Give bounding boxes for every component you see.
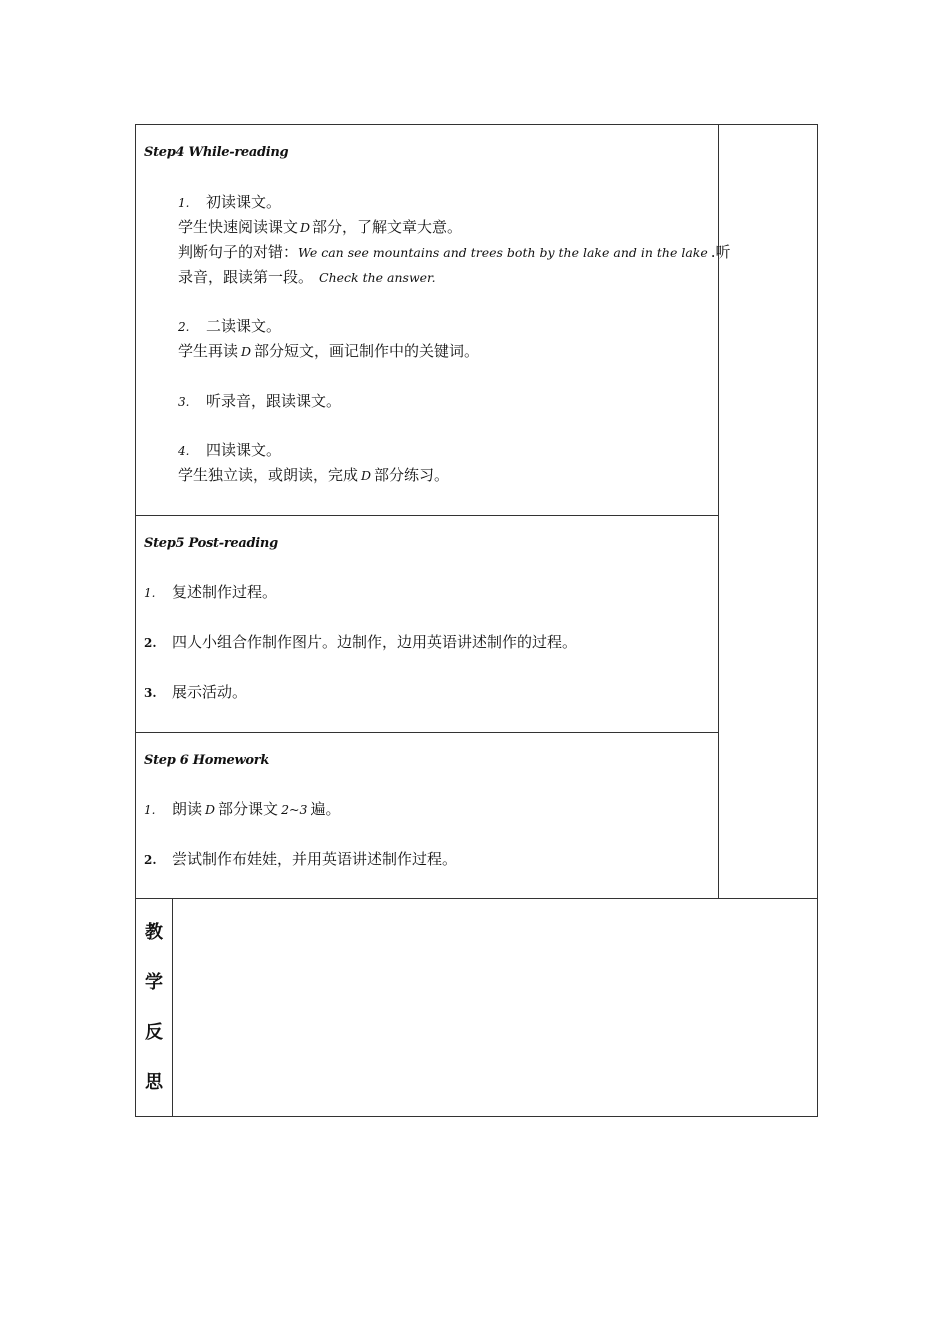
item-number: 1. <box>144 586 156 600</box>
step4-item4 <box>178 438 281 464</box>
item-text: 尝试制作布娃娃，并用英语讲述制作过程。 <box>172 850 458 868</box>
section-letter: D <box>300 220 311 235</box>
step5-item2 <box>144 630 577 656</box>
item-title: 初读课文。 <box>206 193 282 211</box>
step5-item1 <box>144 580 277 606</box>
section-letter: D <box>361 468 372 483</box>
item-number: 4. <box>178 444 190 458</box>
item-number: 3. <box>178 395 190 409</box>
step5-item3 <box>144 680 247 706</box>
text: 部分，了解文章大意。 <box>312 218 463 236</box>
reflection-label-char: 思 <box>145 1072 163 1093</box>
item-number: 3. <box>144 686 157 700</box>
reflection-label-char: 学 <box>145 972 163 993</box>
step4-item2 <box>178 314 281 340</box>
item-title: 二读课文。 <box>206 317 282 335</box>
section-letter: D <box>241 344 252 359</box>
reflection-label-char: 教 <box>145 922 163 943</box>
row-divider-step4-step5 <box>135 515 719 516</box>
item-number: 2. <box>178 320 190 334</box>
step4-item2-line1 <box>178 339 479 364</box>
reflection-label-char: 反 <box>145 1022 163 1043</box>
item-text: 复述制作过程。 <box>172 583 278 601</box>
step4-item1-line3 <box>178 265 436 290</box>
item-title: 听录音，跟读课文。 <box>206 392 342 410</box>
text: 部分课文 <box>218 800 279 818</box>
item-number: 1. <box>144 803 156 817</box>
text: 部分练习。 <box>374 466 450 484</box>
step6-item1 <box>144 797 340 823</box>
step4-item1-line1 <box>178 215 462 240</box>
step4-item3 <box>178 389 341 415</box>
text: 学生独立读，或朗读，完成 <box>178 466 359 484</box>
item-number: 1. <box>178 196 190 210</box>
text: .听 <box>710 243 731 261</box>
repeat-count: 2~3 <box>281 802 308 817</box>
item-title: 四读课文。 <box>206 441 282 459</box>
item-number: 2. <box>144 636 157 650</box>
step5-heading: Step5 Post-reading <box>144 536 278 551</box>
step4-item1 <box>178 190 281 216</box>
section-letter: D <box>205 802 216 817</box>
step6-heading: Step 6 Homework <box>144 753 270 768</box>
step4-item4-line1 <box>178 463 449 488</box>
step4-heading: Step4 While-reading <box>144 145 289 160</box>
text: 朗读 <box>172 800 203 818</box>
item-text: 四人小组合作制作图片。边制作，边用英语讲述制作的过程。 <box>172 633 578 651</box>
item-text: 展示活动。 <box>172 683 248 701</box>
text: 学生再读 <box>178 342 239 360</box>
text: 部分短文，画记制作中的关键词。 <box>254 342 480 360</box>
english-sentence: We can see mountains and trees both by the lake and in the lake <box>298 245 708 260</box>
reflection-content-area <box>173 899 817 1116</box>
text: 遍。 <box>310 800 341 818</box>
text: 录音，跟读第一段。 <box>178 268 314 286</box>
english-sentence: Check the answer. <box>319 270 436 285</box>
row-divider-step5-step6 <box>135 732 719 733</box>
text: 学生快速阅读课文 <box>178 218 299 236</box>
item-number: 2. <box>144 853 157 867</box>
step4-item1-line2 <box>178 240 731 265</box>
step6-item2 <box>144 847 457 873</box>
text: 判断句子的对错： <box>178 243 299 261</box>
